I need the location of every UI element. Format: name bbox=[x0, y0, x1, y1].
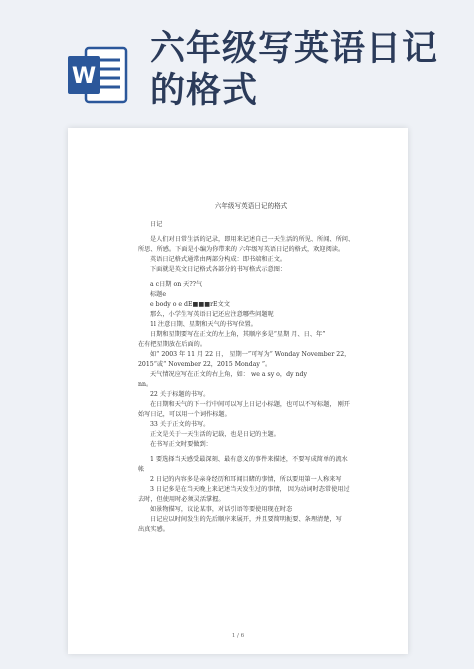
banner-title bbox=[150, 28, 470, 112]
paragraph-line: 始写日记，可以用一个词作标题。 bbox=[138, 411, 231, 418]
paragraph-line: 去时，但使用时必须灵活掌握。 bbox=[138, 496, 225, 503]
paragraph-line: 如“ 2003 年 11 月 22 日， 星期一”可写为“ Wonday November 22， bbox=[150, 351, 351, 358]
paragraph-line: a c日期 on 天??气 bbox=[150, 281, 203, 288]
paragraph-line: 33 关于正文的书写。 bbox=[150, 421, 210, 428]
banner-title-line-2: 的格式 bbox=[150, 71, 259, 111]
word-icon-letter: W bbox=[71, 64, 97, 89]
paragraph-line: 1 要选择当天感受最深刻、最有意义的事件来描述，不要写成简单的流水 bbox=[150, 456, 348, 463]
document-body bbox=[138, 201, 364, 535]
paragraph-line: 在有把星期放在后面的。 bbox=[138, 341, 207, 348]
paragraph-line: 天气情况应写在正文的右上角，如： we a sy o，dy ndy bbox=[150, 371, 307, 378]
document-page bbox=[68, 128, 408, 654]
paragraph-line: 1l 注意日期、星期和天气的书写位置。 bbox=[150, 321, 257, 328]
word-icon bbox=[66, 42, 130, 108]
paragraph-line: 在书写正文时要做到： bbox=[150, 441, 212, 448]
paragraph-line: 正文是关于一天生活的记载，也是日记的主题。 bbox=[150, 431, 280, 438]
paragraph-line: 是人们对日常生活的记录，即用来记述自己一天生活的所见、所闻、所问、 bbox=[150, 236, 355, 243]
paragraph-line: 22 关于标题的书写。 bbox=[150, 391, 210, 398]
paragraph-line: 2015“或“ November 22，2015 Monday ”。 bbox=[138, 361, 272, 368]
paragraph-line: 在日期和天气的下一行中间可以写上日记小标题，也可以不写标题， 刚开 bbox=[150, 401, 350, 408]
paragraph-line: 日期和星期要写在正文的左上角，其顺序多是“星期 月、日、年” bbox=[150, 331, 326, 338]
paragraph-line: 如景物描写，议论某事，对话引语等要使用现在时态 bbox=[150, 506, 293, 513]
page-number: 1 / 6 bbox=[231, 633, 245, 639]
paragraph-line: 那么，小学生写英语日记还应注意哪些问题呢 bbox=[150, 311, 274, 318]
paragraph-line: 下面就是英文日记格式各部分的书写格式示意图： bbox=[150, 266, 287, 273]
header bbox=[0, 0, 474, 128]
paragraph-line: 日记 bbox=[150, 221, 163, 228]
paragraph-line: 日记应以时间发生的先后顺序来展开，并且要简明扼要、条理清楚，写 bbox=[150, 516, 342, 523]
paragraph-line: 2 日记的内容多是亲身经历和耳闻目睹的事情，所以要用第一人称来写 bbox=[150, 476, 342, 483]
paragraph-line: 出真实感。 bbox=[138, 526, 169, 533]
paragraph-line: 标题e bbox=[150, 291, 167, 298]
document-title: 六年级写英语日记的格式 bbox=[214, 202, 288, 210]
paragraph-line: 所思、所感。下面是小编为你带来的 六年级写英语日记的格式，欢迎阅读。 bbox=[138, 246, 345, 253]
paragraph-line: 英语日记格式通常由两部分构成：即书端和正文。 bbox=[150, 256, 287, 263]
paragraph-line: 3 日记多是在当天晚上来记述当天发生过的事情， 因为动词时态常使用过 bbox=[150, 486, 350, 493]
document-lines bbox=[138, 220, 364, 535]
banner-title-line-1: 六年级写英语日记 bbox=[150, 29, 439, 69]
paragraph-line: e body o e dE■■■rE文文 bbox=[150, 301, 230, 308]
paragraph-line: nn。 bbox=[138, 381, 153, 388]
paragraph-line: 帐 bbox=[138, 466, 145, 473]
